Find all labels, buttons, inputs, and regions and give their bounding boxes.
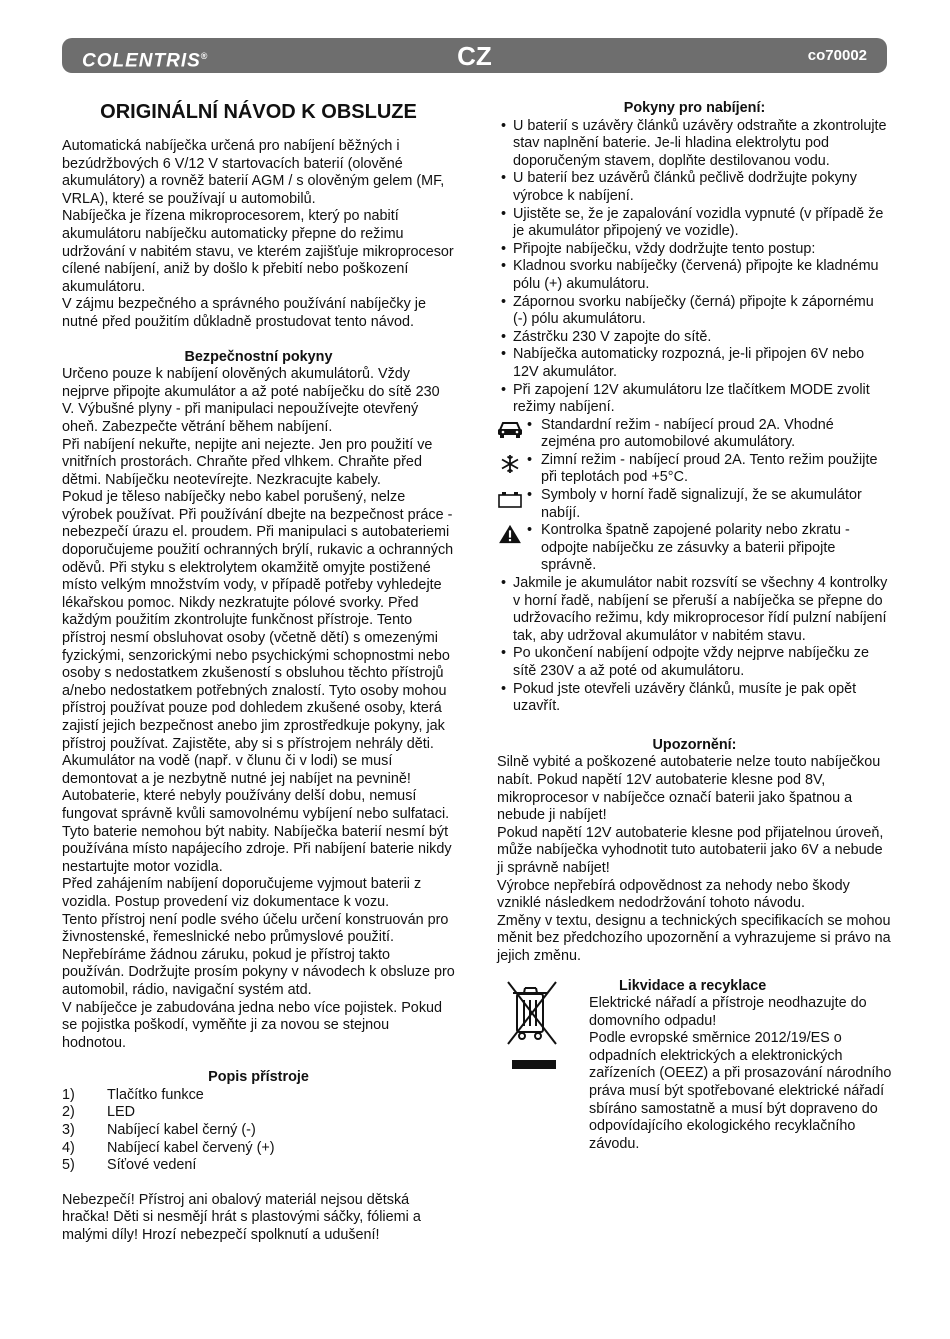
list-item: • Kladnou svorku nabíječky (červená) připojte ke kladnému pólu (+) akumulátoru. (497, 258, 892, 293)
product-code: co70002 (807, 47, 867, 64)
mode-item: • Kontrolka špatně zapojené polarity nebo zkratu - odpojte nabíječku ze zásuvky a baterii připojte správně. (497, 522, 892, 575)
snowflake-icon (497, 454, 523, 474)
list-item: 4) Nabíjecí kabel červený (+) (62, 1139, 275, 1156)
intro-paragraph: V zájmu bezpečného a správného používání nabíječky je nutné před použitím důkladně prostudovat tento návod. (62, 296, 426, 330)
language-code: CZ (457, 41, 492, 71)
notice-paragraph: Změny v textu, designu a technických specifikacích se mohou měnit bez předchozího upozornění a vyhrazujeme si právo na jejich změnu. (497, 912, 891, 964)
notice-paragraph: Silně vybité a poškozené autobaterie nelze touto nabíječkou nabít. Pokud napětí 12V autobaterie klesne pod 8V, mikroprocesor v nabíječce označí baterii jako špatnou a nebude ji nabíjet! (497, 754, 881, 824)
warning-icon (497, 524, 523, 544)
list-item: • Po ukončení nabíjení odpojte vždy nejprve nabíječku ze sítě 230V a až poté od akumulátoru. (497, 645, 892, 680)
safety-paragraph: Před zahájením nabíjení doporučujeme vyjmout baterii z vozidla. Postup provedení viz dokumentace k vozu. (62, 876, 422, 910)
intro-paragraph: Automatická nabíječka určená pro nabíjení běžných i bezúdržbových 6 V/12 V startovacích baterií (olověné akumulátory) a rovněž baterií AGM / s olověným gelem (MF, VRLA), které se používají u automobilů. (62, 138, 445, 207)
list-item: • Jakmile je akumulátor nabit rozsvítí se všechny 4 kontrolky v horní řadě, nabíjení se přeruší a nabíječka se přepne do udržovacího režimu, kdy mikroprocesor řídí pulzní nabíjení tak, aby udržoval akumulátor v nabitém stavu. (497, 575, 892, 645)
safety-paragraph: Autobaterie, které nebyly používány delší dobu, nemusí fungovat správně kvůli samovolnému vybíjení nebo sulfataci. Tyto baterie nemohou být nabity. Nabíječka baterií nesmí být používána místo napájecího zdroje. Při nabíjení baterie nikdy nestartujte motor vozidla. (62, 788, 452, 875)
page-title: ORIGINÁLNÍ NÁVOD K OBSLUZE (100, 101, 417, 123)
crossed-bin-icon (502, 978, 562, 1076)
mode-item: • Zimní režim - nabíjecí proud 2A. Tento režim použijte při teplotách pod +5°C. (497, 452, 892, 487)
notice-title: Upozornění: (652, 736, 737, 753)
list-item: • U baterií bez uzávěrů článků pečlivě dodržujte pokyny výrobce k nabíjení. (497, 170, 892, 205)
mode-item: • Standardní režim - nabíjecí proud 2A. Vhodné zejména pro automobilové akumulátory. (497, 417, 892, 452)
parts-title: Popis přístroje (208, 1069, 309, 1086)
car-icon (497, 419, 523, 439)
list-item: 5) Síťové vedení (62, 1157, 197, 1174)
list-item: • Zástrčku 230 V zapojte do sítě. (497, 329, 892, 347)
list-item: • Ujistěte se, že je zapalování vozidla vypnuté (v případě že je akumulátor připojený ve vozidle). (497, 206, 892, 241)
recycling-section (497, 978, 892, 1154)
list-item: • Pokud jste otevřeli uzávěry článků, musíte je pak opět uzavřít. (497, 681, 892, 716)
notice-paragraph: Pokud napětí 12V autobaterie klesne pod přijatelnou úroveň, může nabíječka vyhodnotit tuto autobaterii jako 6V a nebude ji správně nabíjet! (497, 824, 884, 876)
recycle-paragraph: Elektrické nářadí a přístroje neodhazujte do domovního odpadu! (589, 995, 867, 1029)
mode-item: • Symboly v horní řadě signalizují, že se akumulátor nabíjí. (497, 487, 892, 522)
safety-paragraph: Při nabíjení nekuřte, nepijte ani nejezte. Jen pro použití ve vnitřních prostorách. Chraňte před vlhkem. Chraňte před dětmi. Nabíječku neotevírejte. Nezkracujte kabely. (62, 436, 433, 488)
charging-title: Pokyny pro nabíjení: (623, 100, 766, 116)
parts-list (62, 1087, 455, 1175)
left-column (62, 100, 455, 1245)
battery-icon (497, 489, 523, 509)
list-item: • Nabíječka automaticky rozpozná, je-li připojen 6V nebo 12V akumulátor. (497, 346, 892, 381)
brand-logo: COLENTRIS® (82, 50, 209, 72)
list-item: • Připojte nabíječku, vždy dodržujte tento postup: (497, 241, 892, 259)
list-item: • U baterií s uzávěry článků uzávěry odstraňte a zkontrolujte stav naplnění baterie. Je-li hladina elektrolytu pod doporučeným stavem, doplňte destilovanou vodu. (497, 118, 892, 171)
recycle-paragraph: Podle evropské směrnice 2012/19/ES o odpadních elektrických a elektronických zařízeních (OEEZ) a při prosazování národního práva musí být spotřebované elektrické nářadí sbíráno samostatně a musí být dopraveno do odpovídajícího ekologického recyklačního závodu. (589, 1030, 892, 1152)
notice-paragraph: Výrobce nepřebírá odpovědnost za nehody nebo škody vzniklé následkem nedodržování tohoto návodu. (497, 877, 850, 912)
recycle-title: Likvidace a recyklace (619, 977, 767, 994)
safety-paragraph: Pokud je těleso nabíječky nebo kabel porušený, nelze výrobek používat. Při používání dbejte na bezpečnost práce - nebezpečí úrazu el. proudem. Při manipulaci s autobateriemi doporučujeme použití ochranných brýlí, rukavic a ochranných oděvů. Při styku s elektrolytem okamžitě omyjte postižené místo velkým množstvím vody, v případě potřeby vyhledejte lékařskou pomoc. Nikdy nezkratujte pólové svorky. Před každým použitím zkontrolujte funkčnost přístroje. Tento přístroj nesmí obsluhovat osoby (včetně dětí) s omezenými fyzickými, senzorickými nebo psychickými schopnostmi nebo osoby s nedostatkem zkušeností s obsluhou těchto přístrojů a/nebo nedostatkem potřebných znalostí. Tyto osoby mohou přístroj používat pouze pod dohledem zkušené osoby, která zajistí jejich bezpečnost anebo jim zprostředkuje pokyny, jak přístroj používat. Zajistěte, aby si s přístrojem nehrály děti. Akumulátor na vodě (např. v člunu či v lodi) se musí demontovat a je nezbytně nutné jej nabíjet na pevnině! (62, 489, 454, 787)
charging-after-list (497, 575, 892, 716)
list-item: 1) Tlačítko funkce (62, 1086, 204, 1103)
safety-paragraph: Tento přístroj není podle svého účelu určení konstruován pro živnostenské, řemeslnické nebo průmyslové použití. Nepřebíráme žádnou záruku, pokud je přístroj takto používán. Dodržujte prosím pokyny v návodech k obsluze pro automobil, rádio, navigační systém atd. (62, 911, 455, 998)
safety-title: Bezpečnostní pokyny (184, 348, 333, 365)
list-item: • Zápornou svorku nabíječky (černá) připojte k zápornému (-) pólu akumulátoru. (497, 294, 892, 329)
safety-paragraph: V nabíječce je zabudována jedna nebo více pojistek. Pokud se pojistka poškodí, vyměňte ji za novou se stejnou hodnotou. (62, 999, 443, 1051)
list-item: 2) LED (62, 1104, 135, 1121)
right-column (497, 100, 892, 1153)
intro-paragraph: Nabíječka je řízena mikroprocesorem, který po nabití akumulátoru nabíječku automaticky přepne do režimu udržování v nabitém stavu, ve kterém zajišťuje mikroprocesor cílené nabíjení, aniž by došlo k přebití nebo poškození akumulátoru. (62, 208, 454, 295)
page-header (62, 38, 887, 73)
charging-list (497, 118, 892, 417)
list-item: • Při zapojení 12V akumulátoru lze tlačítkem MODE zvolit režimy nabíjení. (497, 382, 892, 417)
safety-paragraph: Určeno pouze k nabíjení olověných akumulátorů. Vždy nejprve připojte akumulátor a až poté nabíječku do sítě 230 V. Výbušné plyny - při manipulaci nepoužívejte otevřený oheň. Zabezpečte větrání během nabíjení. (62, 366, 440, 435)
list-item: 3) Nabíjecí kabel černý (-) (62, 1122, 256, 1139)
danger-warning: Nebezpečí! Přístroj ani obalový materiál nejsou dětská hračka! Děti si nesmějí hrát s plastovými sáčky, fóliemi a malými díly! Hrozí nebezpečí spolknutí a udušení! (62, 1191, 421, 1244)
